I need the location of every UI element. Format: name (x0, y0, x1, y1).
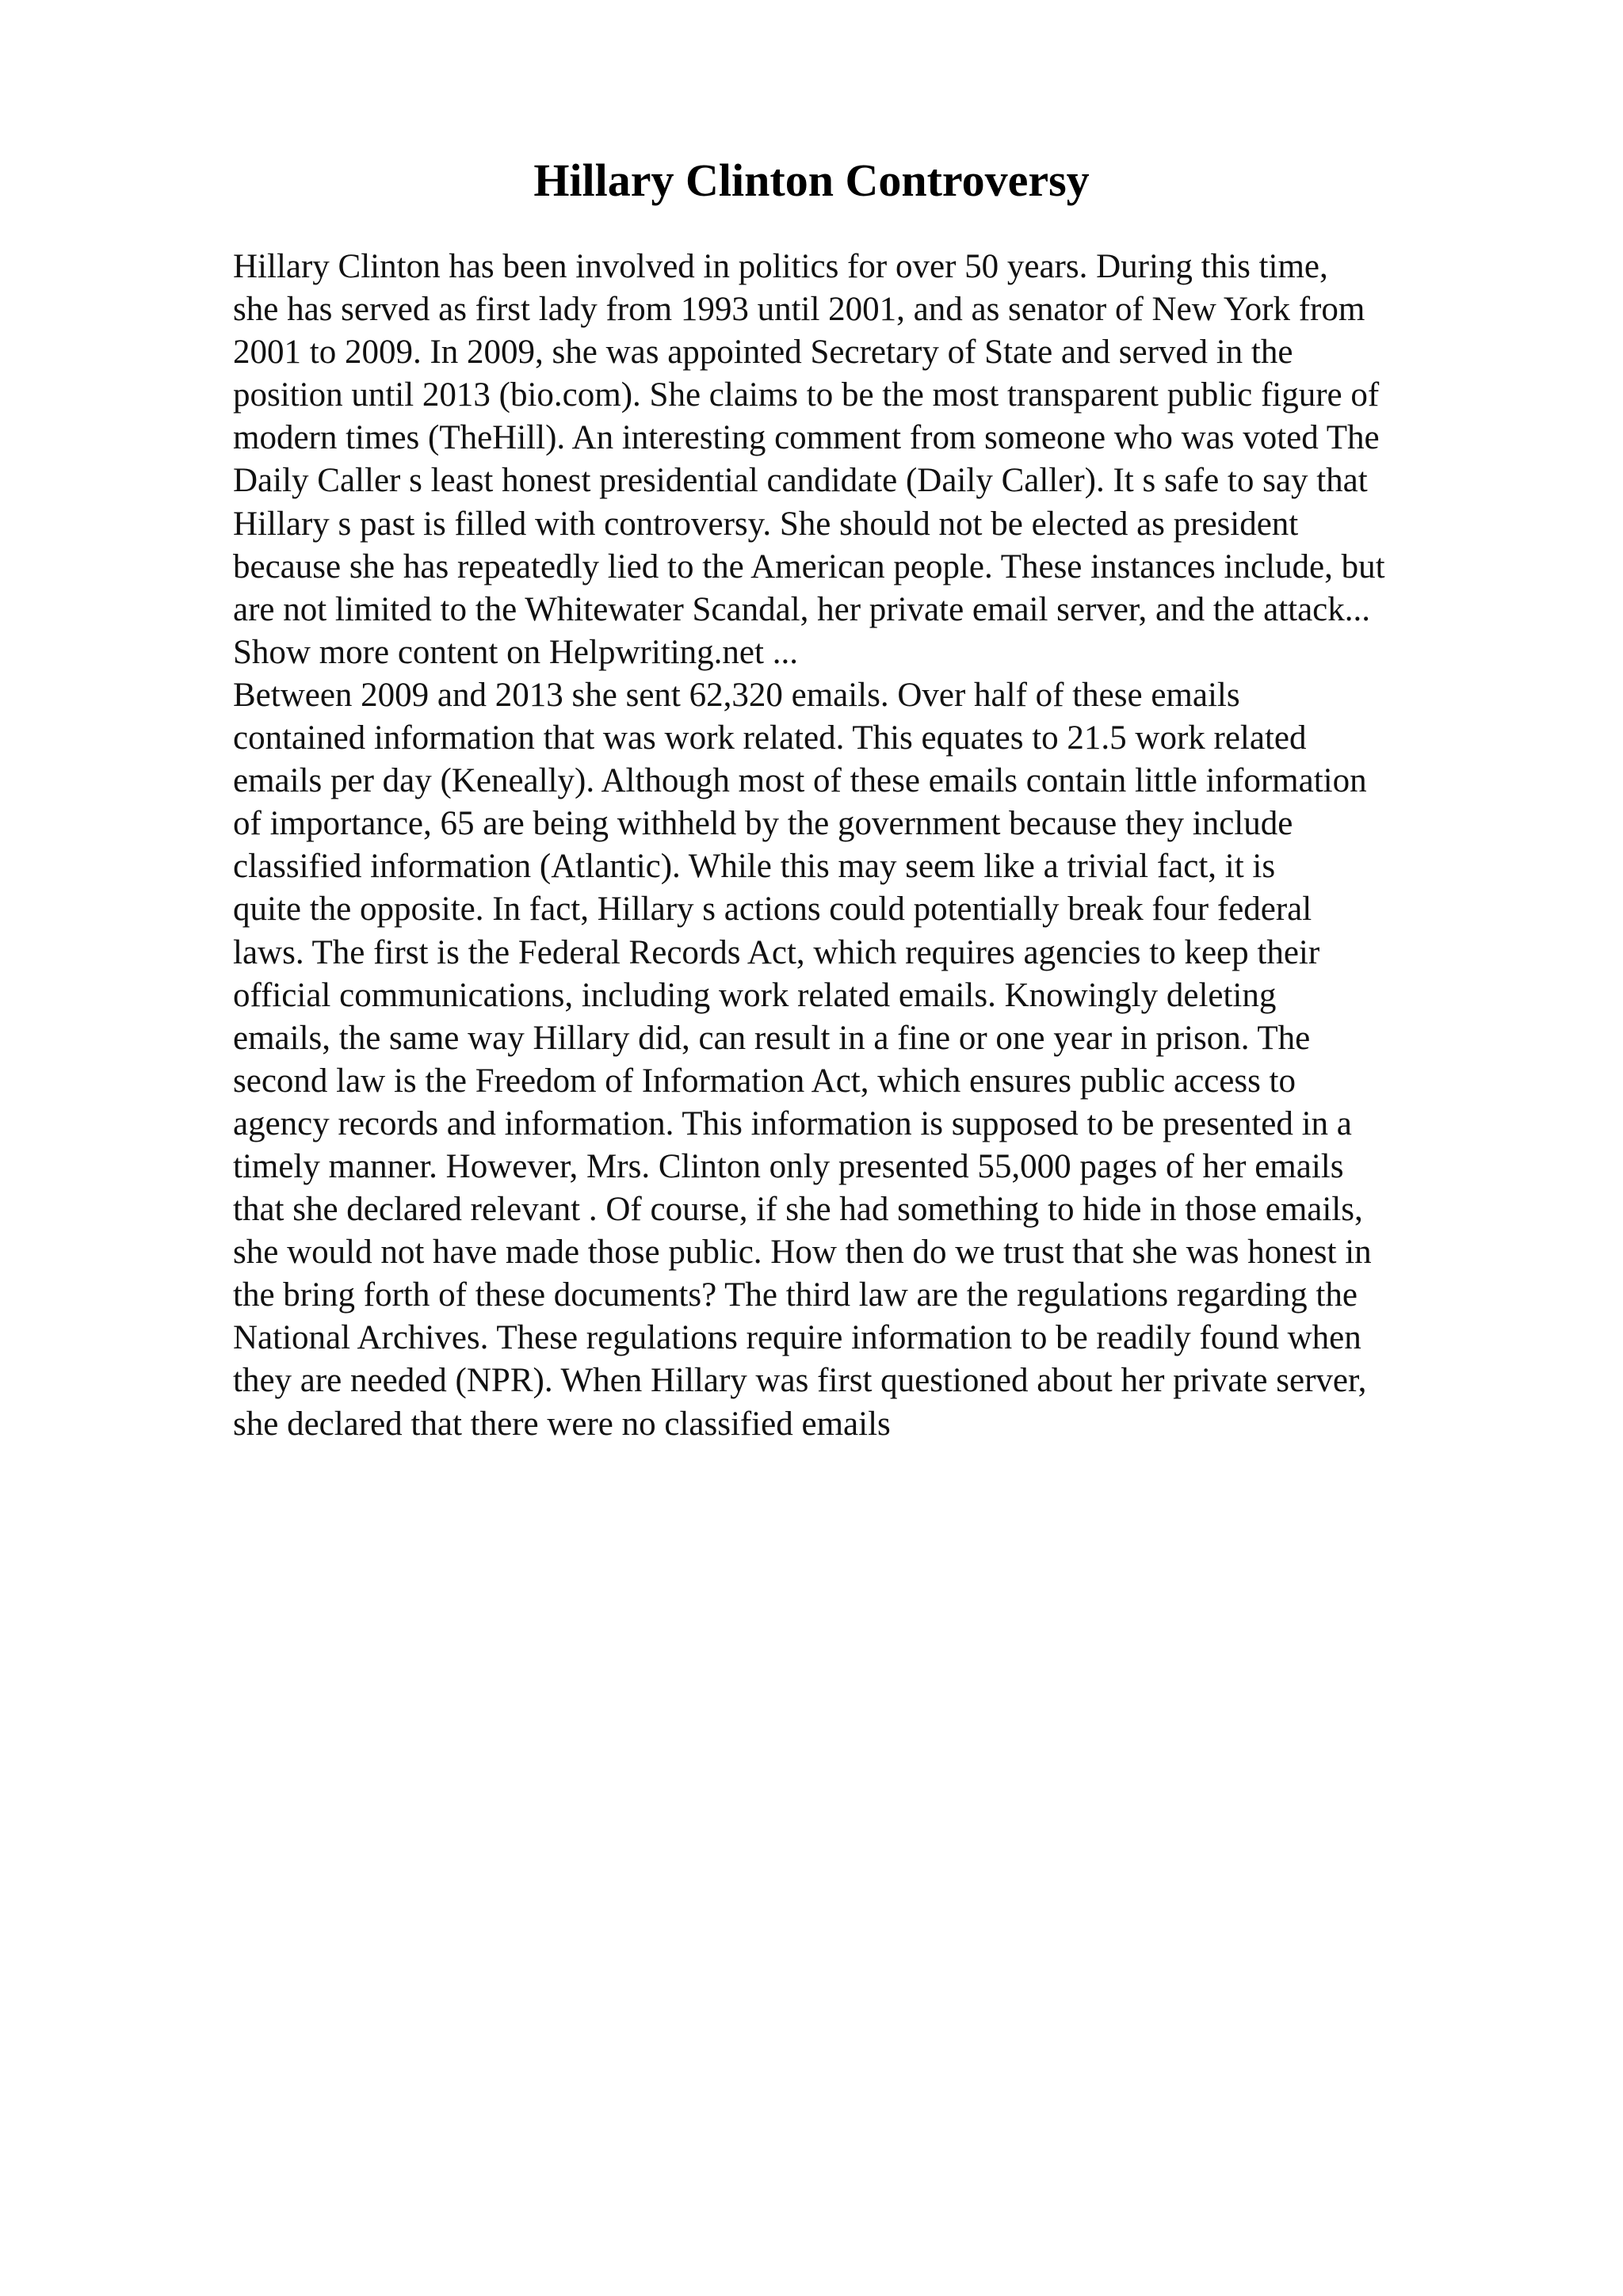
show-more-line: Show more content on Helpwriting.net ... (233, 633, 798, 671)
text-line: Daily Caller s least honest presidential candidate (Daily Caller). It s safe to say that (233, 462, 1368, 500)
text-line: she would not have made those public. How then do we trust that she was honest in (233, 1234, 1372, 1272)
text-line: National Archives. These regulations require information to be readily found when (233, 1319, 1361, 1357)
text-line: emails, the same way Hillary did, can result in a fine or one year in prison. The (233, 1019, 1311, 1057)
text-line: quite the opposite. In fact, Hillary s actions could potentially break four federal (233, 891, 1312, 929)
text-line: Hillary s past is filled with controversy. She should not be elected as president (233, 505, 1299, 543)
text-line: of importance, 65 are being withheld by the government because they include (233, 805, 1293, 843)
document-body (233, 246, 1501, 1446)
text-line: contained information that was work related. This equates to 21.5 work related (233, 719, 1307, 757)
text-line: 2001 to 2009. In 2009, she was appointed Secretary of State and served in the (233, 334, 1293, 372)
text-line: because she has repeatedly lied to the American people. These instances include, but (233, 547, 1385, 585)
text-line: she declared that there were no classified emails (233, 1405, 891, 1443)
text-line: she has served as first lady from 1993 until 2001, and as senator of New York from (233, 291, 1365, 329)
text-line: Between 2009 and 2013 she sent 62,320 emails. Over half of these emails (233, 676, 1240, 714)
text-line: Hillary Clinton has been involved in politics for over 50 years. During this time, (233, 248, 1328, 285)
text-line: official communications, including work related emails. Knowingly deleting (233, 976, 1277, 1014)
text-line: emails per day (Keneally). Although most of these emails contain little information (233, 762, 1367, 800)
text-line: they are needed (NPR). When Hillary was first questioned about her private server, (233, 1362, 1367, 1400)
text-line: the bring forth of these documents? The third law are the regulations regarding the (233, 1276, 1358, 1314)
text-line: agency records and information. This information is supposed to be presented in a (233, 1104, 1352, 1142)
text-line: second law is the Freedom of Information Act, which ensures public access to (233, 1062, 1296, 1100)
text-line: timely manner. However, Mrs. Clinton only presented 55,000 pages of her emails (233, 1147, 1344, 1185)
text-line: that she declared relevant . Of course, if she had something to hide in those emails, (233, 1191, 1363, 1229)
text-line: modern times (TheHill). An interesting comment from someone who was voted The (233, 419, 1380, 457)
text-line: are not limited to the Whitewater Scandal, her private email server, and the attack... (233, 590, 1371, 628)
document-title: Hillary Clinton Controversy (533, 154, 1090, 206)
text-line: position until 2013 (bio.com). She claims to be the most transparent public figure of (233, 376, 1380, 414)
text-line: classified information (Atlantic). While this may seem like a trivial fact, it is (233, 848, 1276, 886)
text-line: laws. The first is the Federal Records Act, which requires agencies to keep their (233, 933, 1320, 971)
